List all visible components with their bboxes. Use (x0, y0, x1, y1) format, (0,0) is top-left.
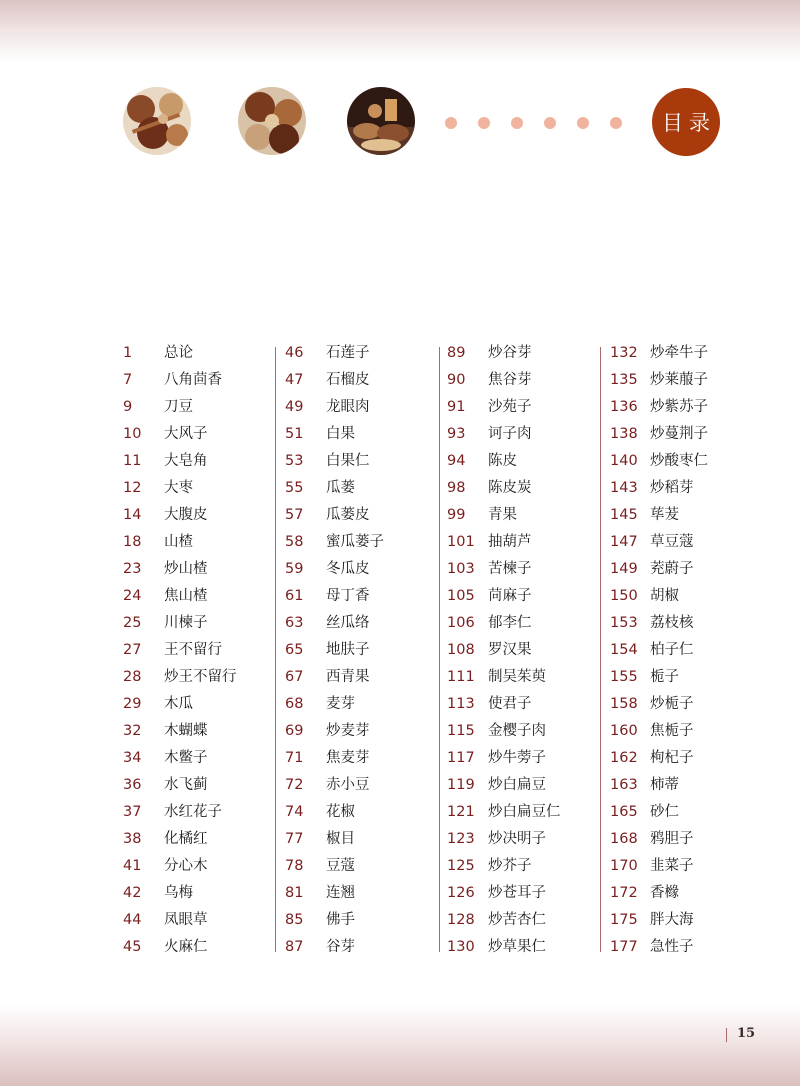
toc-entry-name: 炒白扁豆仁 (488, 804, 561, 820)
toc-entry-name: 佛手 (326, 912, 355, 928)
toc-entry-name: 炒牛蒡子 (488, 750, 546, 766)
toc-page-number: 49 (285, 399, 304, 415)
toc-entry-name: 连翘 (326, 885, 355, 901)
toc-page-number: 72 (285, 777, 304, 793)
toc-page-number: 46 (285, 345, 304, 361)
toc-page-number: 36 (123, 777, 142, 793)
toc-entry-name: 荔枝核 (650, 615, 694, 631)
table-of-contents (0, 340, 800, 960)
toc-page-number: 55 (285, 480, 304, 496)
toc-entry-name: 炒蔓荆子 (650, 426, 708, 442)
toc-entry-name: 炒栀子 (650, 696, 694, 712)
toc-page-number: 32 (123, 723, 142, 739)
toc-page-number: 150 (610, 588, 638, 604)
toc-entry-name: 胖大海 (650, 912, 694, 928)
toc-page-number: 87 (285, 939, 304, 955)
toc-entry-name: 地肤子 (326, 642, 370, 658)
toc-entry-name: 荜茇 (650, 507, 679, 523)
toc-page-number: 168 (610, 831, 638, 847)
toc-page-number: 89 (447, 345, 466, 361)
toc-entry-name: 花椒 (326, 804, 355, 820)
toc-page-number: 71 (285, 750, 304, 766)
toc-entry-name: 柏子仁 (650, 642, 694, 658)
toc-entry-name: 炒酸枣仁 (650, 453, 708, 469)
toc-page-number: 74 (285, 804, 304, 820)
toc-page-number: 42 (123, 885, 142, 901)
header-band (0, 0, 800, 62)
toc-page-number: 103 (447, 561, 475, 577)
toc-entry-name: 炒决明子 (488, 831, 546, 847)
toc-entry-name: 枸杞子 (650, 750, 694, 766)
footer-band (0, 1004, 800, 1086)
toc-entry-name: 瓜蒌皮 (326, 507, 370, 523)
toc-entry-name: 焦麦芽 (326, 750, 370, 766)
toc-entry-name: 木蝴蝶 (164, 723, 208, 739)
toc-page-number: 111 (447, 669, 475, 685)
toc-page-number: 53 (285, 453, 304, 469)
toc-page-number: 67 (285, 669, 304, 685)
toc-entry-name: 火麻仁 (164, 939, 208, 955)
toc-page-number: 25 (123, 615, 142, 631)
toc-page-number: 149 (610, 561, 638, 577)
herbs-photo-1 (123, 87, 191, 155)
toc-entry-name: 川楝子 (164, 615, 208, 631)
toc-entry-name: 母丁香 (326, 588, 370, 604)
toc-page-number: 77 (285, 831, 304, 847)
toc-entry-name: 草豆蔻 (650, 534, 694, 550)
toc-page-number: 68 (285, 696, 304, 712)
toc-entry-name: 炒紫苏子 (650, 399, 708, 415)
toc-entry-name: 茺蔚子 (650, 561, 694, 577)
toc-entry-name: 白果仁 (326, 453, 370, 469)
toc-entry-name: 水飞蓟 (164, 777, 208, 793)
toc-entry-name: 炒苦杏仁 (488, 912, 546, 928)
page-number-marker (726, 1028, 727, 1042)
toc-page-number: 155 (610, 669, 638, 685)
toc-entry-name: 大皂角 (164, 453, 208, 469)
toc-entry-name: 胡椒 (650, 588, 679, 604)
toc-page-number: 1 (123, 345, 133, 361)
toc-page-number: 123 (447, 831, 475, 847)
toc-page-number: 170 (610, 858, 638, 874)
toc-entry-name: 总论 (164, 345, 193, 361)
toc-entry-name: 炒白扁豆 (488, 777, 546, 793)
toc-entry-name: 化橘红 (164, 831, 208, 847)
decorative-dot (445, 117, 457, 129)
toc-entry-name: 香橼 (650, 885, 679, 901)
toc-page-number: 121 (447, 804, 475, 820)
toc-entry-name: 豆蔻 (326, 858, 355, 874)
toc-entry-name: 乌梅 (164, 885, 193, 901)
toc-page-number: 47 (285, 372, 304, 388)
toc-entry-name: 抽葫芦 (488, 534, 532, 550)
toc-page-number: 140 (610, 453, 638, 469)
toc-page-number: 145 (610, 507, 638, 523)
decorative-dot (511, 117, 523, 129)
toc-entry-name: 蜜瓜蒌子 (326, 534, 384, 550)
column-divider (275, 347, 276, 952)
toc-entry-name: 炒芥子 (488, 858, 532, 874)
toc-page-number: 37 (123, 804, 142, 820)
toc-entry-name: 木鳖子 (164, 750, 208, 766)
toc-page-number: 65 (285, 642, 304, 658)
toc-entry-name: 苦楝子 (488, 561, 532, 577)
page-title: 目录 (652, 88, 720, 156)
toc-entry-name: 大风子 (164, 426, 208, 442)
toc-entry-name: 石榴皮 (326, 372, 370, 388)
toc-page-number: 160 (610, 723, 638, 739)
toc-page-number: 162 (610, 750, 638, 766)
toc-page-number: 99 (447, 507, 466, 523)
toc-entry-name: 炒莱菔子 (650, 372, 708, 388)
toc-entry-name: 白果 (326, 426, 355, 442)
toc-entry-name: 大腹皮 (164, 507, 208, 523)
toc-page-number: 101 (447, 534, 475, 550)
toc-page-number: 108 (447, 642, 475, 658)
toc-page-number: 93 (447, 426, 466, 442)
toc-page-number: 172 (610, 885, 638, 901)
toc-page-number: 165 (610, 804, 638, 820)
toc-page-number: 63 (285, 615, 304, 631)
toc-page-number: 113 (447, 696, 475, 712)
toc-page-number: 135 (610, 372, 638, 388)
toc-entry-name: 制吴茱萸 (488, 669, 546, 685)
toc-page-number: 14 (123, 507, 142, 523)
toc-entry-name: 鸦胆子 (650, 831, 694, 847)
toc-page-number: 143 (610, 480, 638, 496)
toc-entry-name: 龙眼肉 (326, 399, 370, 415)
decorative-dot (544, 117, 556, 129)
toc-page-number: 29 (123, 696, 142, 712)
toc-page-number: 45 (123, 939, 142, 955)
toc-page-number: 90 (447, 372, 466, 388)
decorative-dot (610, 117, 622, 129)
column-divider (600, 347, 601, 952)
toc-page-number: 34 (123, 750, 142, 766)
toc-entry-name: 炒山楂 (164, 561, 208, 577)
toc-entry-name: 分心木 (164, 858, 208, 874)
column-divider (439, 347, 440, 952)
toc-page-number: 11 (123, 453, 142, 469)
toc-page-number: 106 (447, 615, 475, 631)
toc-entry-name: 炒王不留行 (164, 669, 237, 685)
toc-page-number: 7 (123, 372, 133, 388)
toc-page-number: 98 (447, 480, 466, 496)
toc-page-number: 163 (610, 777, 638, 793)
toc-page-number: 153 (610, 615, 638, 631)
toc-page-number: 126 (447, 885, 475, 901)
toc-page-number: 138 (610, 426, 638, 442)
toc-entry-name: 陈皮 (488, 453, 517, 469)
toc-entry-name: 木瓜 (164, 696, 193, 712)
toc-entry-name: 炒麦芽 (326, 723, 370, 739)
toc-entry-name: 急性子 (650, 939, 694, 955)
toc-page-number: 57 (285, 507, 304, 523)
toc-page-number: 51 (285, 426, 304, 442)
toc-entry-name: 麦芽 (326, 696, 355, 712)
toc-page-number: 44 (123, 912, 142, 928)
toc-entry-name: 山楂 (164, 534, 193, 550)
toc-page-number: 24 (123, 588, 142, 604)
toc-page-number: 132 (610, 345, 638, 361)
toc-entry-name: 砂仁 (650, 804, 679, 820)
toc-page-number: 94 (447, 453, 466, 469)
toc-page-number: 59 (285, 561, 304, 577)
toc-page-number: 85 (285, 912, 304, 928)
toc-page-number: 119 (447, 777, 475, 793)
toc-page-number: 61 (285, 588, 304, 604)
decorative-dot (478, 117, 490, 129)
toc-page-number: 115 (447, 723, 475, 739)
toc-entry-name: 瓜蒌 (326, 480, 355, 496)
toc-page-number: 147 (610, 534, 638, 550)
toc-entry-name: 炒稻芽 (650, 480, 694, 496)
toc-page-number: 27 (123, 642, 142, 658)
toc-page-number: 9 (123, 399, 133, 415)
toc-entry-name: 西青果 (326, 669, 370, 685)
toc-entry-name: 谷芽 (326, 939, 355, 955)
toc-entry-name: 金樱子肉 (488, 723, 546, 739)
toc-page-number: 69 (285, 723, 304, 739)
toc-page-number: 158 (610, 696, 638, 712)
toc-entry-name: 冬瓜皮 (326, 561, 370, 577)
toc-page-number: 23 (123, 561, 142, 577)
toc-page-number: 130 (447, 939, 475, 955)
toc-page-number: 154 (610, 642, 638, 658)
toc-page-number: 136 (610, 399, 638, 415)
toc-entry-name: 水红花子 (164, 804, 222, 820)
toc-page-number: 177 (610, 939, 638, 955)
toc-page-number: 38 (123, 831, 142, 847)
toc-page-number: 117 (447, 750, 475, 766)
toc-entry-name: 石莲子 (326, 345, 370, 361)
toc-page-number: 125 (447, 858, 475, 874)
toc-entry-name: 八角茴香 (164, 372, 222, 388)
toc-entry-name: 陈皮炭 (488, 480, 532, 496)
toc-entry-name: 刀豆 (164, 399, 193, 415)
toc-page-number: 28 (123, 669, 142, 685)
page-number: 15 (737, 1026, 756, 1041)
herbs-photo-3 (347, 87, 415, 155)
toc-entry-name: 炒谷芽 (488, 345, 532, 361)
toc-entry-name: 王不留行 (164, 642, 222, 658)
toc-page-number: 18 (123, 534, 142, 550)
toc-entry-name: 青果 (488, 507, 517, 523)
toc-entry-name: 大枣 (164, 480, 193, 496)
toc-page-number: 41 (123, 858, 142, 874)
toc-page-number: 175 (610, 912, 638, 928)
toc-entry-name: 焦山楂 (164, 588, 208, 604)
herbs-photo-2 (238, 87, 306, 155)
toc-entry-name: 韭菜子 (650, 858, 694, 874)
toc-entry-name: 炒苍耳子 (488, 885, 546, 901)
toc-entry-name: 沙苑子 (488, 399, 532, 415)
toc-page-number: 105 (447, 588, 475, 604)
toc-page-number: 81 (285, 885, 304, 901)
toc-entry-name: 椒目 (326, 831, 355, 847)
toc-entry-name: 丝瓜络 (326, 615, 370, 631)
toc-page-number: 128 (447, 912, 475, 928)
toc-entry-name: 炒牵牛子 (650, 345, 708, 361)
toc-entry-name: 诃子肉 (488, 426, 532, 442)
toc-entry-name: 焦谷芽 (488, 372, 532, 388)
toc-entry-name: 郁李仁 (488, 615, 532, 631)
toc-page-number: 10 (123, 426, 142, 442)
toc-page-number: 91 (447, 399, 466, 415)
toc-page-number: 78 (285, 858, 304, 874)
toc-entry-name: 赤小豆 (326, 777, 370, 793)
decorative-dot (577, 117, 589, 129)
toc-entry-name: 苘麻子 (488, 588, 532, 604)
toc-entry-name: 罗汉果 (488, 642, 532, 658)
toc-entry-name: 焦栀子 (650, 723, 694, 739)
toc-entry-name: 使君子 (488, 696, 532, 712)
toc-entry-name: 炒草果仁 (488, 939, 546, 955)
toc-entry-name: 凤眼草 (164, 912, 208, 928)
toc-entry-name: 栀子 (650, 669, 679, 685)
toc-page-number: 12 (123, 480, 142, 496)
toc-entry-name: 柿蒂 (650, 777, 679, 793)
toc-page-number: 58 (285, 534, 304, 550)
